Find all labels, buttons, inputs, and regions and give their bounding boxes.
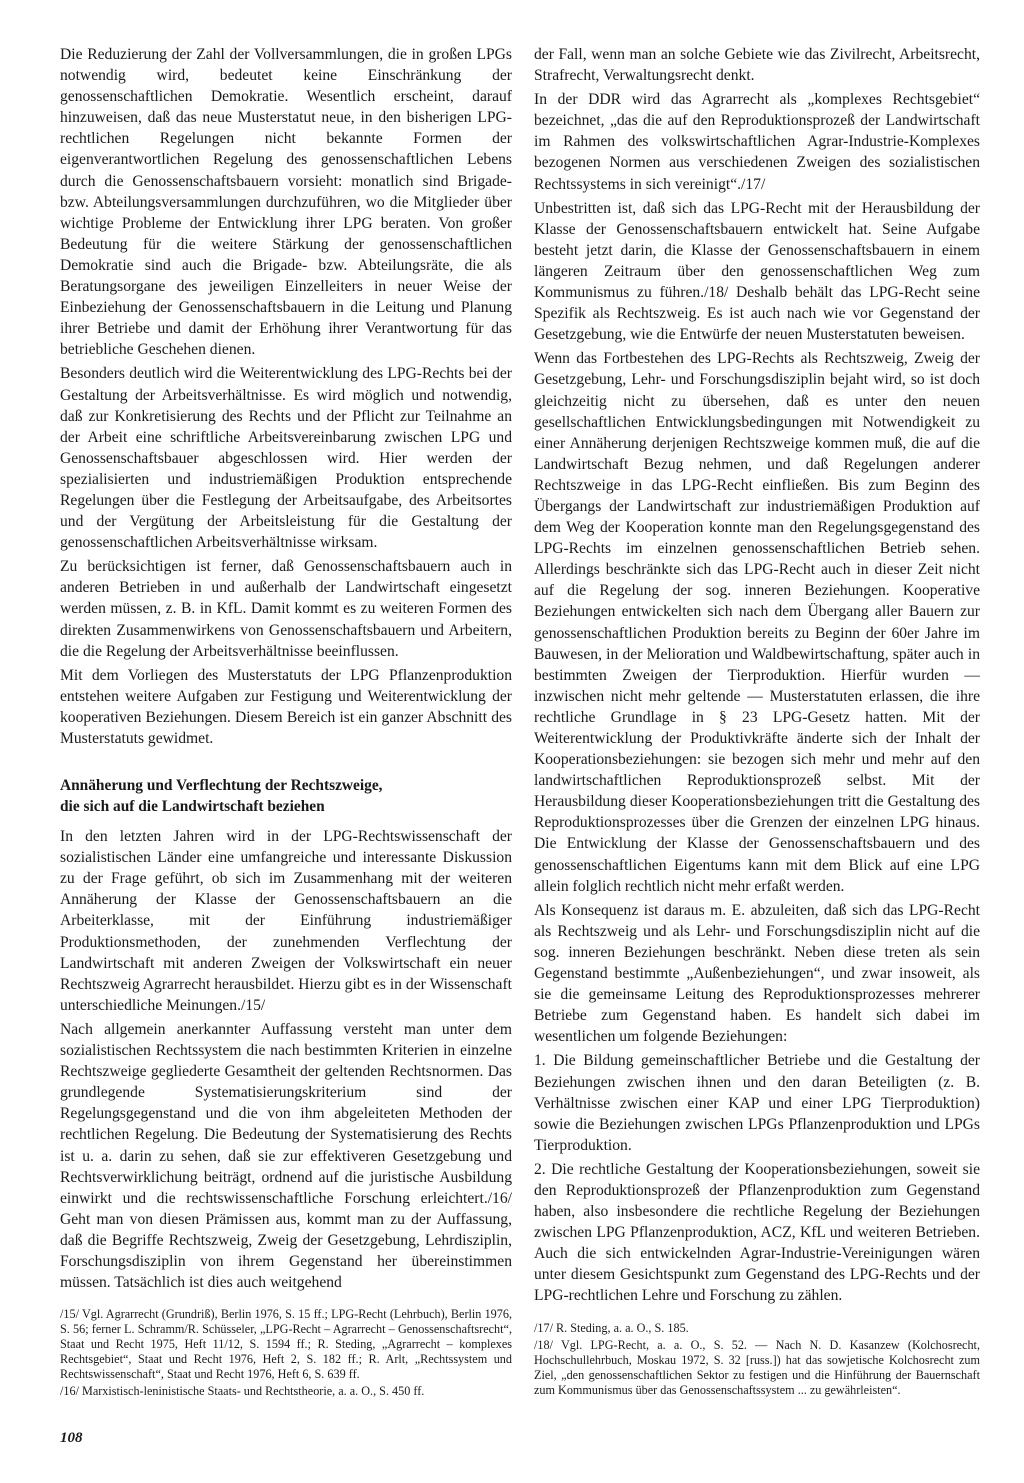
page-number: 108	[60, 1430, 83, 1446]
footnotes-left	[60, 1307, 512, 1399]
numbered-paragraph-1: 1. Die Bildung gemeinschaftlicher Betriebe und die Gestaltung der Beziehungen zwischen ihnen und den daran Beteiligten (z. B. Verhältnisse zwischen einer KAP und einer LPG Tierproduktion) sowie die Beziehungen zwischen LPGs Pflanzenproduktion und LPGs Tierproduktion.	[534, 1052, 980, 1154]
footnote-17: /17/ R. Steding, a. a. O., S. 185.	[534, 1320, 689, 1335]
section-heading-line-2: die sich auf die Landwirtschaft beziehen	[60, 798, 325, 816]
body-paragraph: Die Reduzierung der Zahl der Vollversammlungen, die in großen LPGs notwendig wird, bedeutet keine Einschränkung der genossenschaftlichen Demokratie. Wesentlich erscheint, darauf hinzuweisen, daß das neue Musterstatut neue, in den bisherigen LPG-rechtlichen Regelungen nicht bekannte Formen der eigenverantwortlichen Regelung des genossenschaftlichen Lebens durch die Genossenschaftsbauern vorsieht: monatlich sind Brigade- bzw. Abteilungsversammlungen durchzuführen, wo die Mitglieder über wichtige Probleme der Entwicklung ihrer LPG beraten. Von großer Bedeutung für die weitere Stärkung der genossenschaftlichen Demokratie sind auch die Brigade- bzw. Abteilungsräte, die als Beratungsorgane des jeweiligen Einzelleiters in neuer Weise der Einbeziehung der Genossenschaftsbauern in die Leitung und Planung ihrer Betriebe und damit der Erhöhung ihrer Verantwortung für das betriebliche Geschehen dienen.	[60, 46, 512, 359]
footnote-16: /16/ Marxistisch-leninistische Staats- und Rechtstheorie, a. a. O., S. 450 ff.	[60, 1384, 425, 1399]
body-paragraph: Mit dem Vorliegen des Musterstatuts der LPG Pflanzenproduktion entstehen weitere Aufgaben zur Festigung und Weiterentwicklung der kooperativen Beziehungen. Diesem Bereich ist ein ganzer Abschnitt des Musterstatuts gewidmet.	[60, 666, 512, 747]
body-paragraph: Zu berücksichtigen ist ferner, daß Genossenschaftsbauern auch in anderen Betrieben in und außerhalb der Landwirtschaft eingesetzt werden müssen, z. B. in KfL. Damit kommt es zu weiteren Formen des direkten Zusammenwirkens von Genossenschaftsbauern und Arbeitern, die die Regelung der Arbeitsverhältnisse beeinflussen.	[60, 558, 512, 660]
body-paragraph: In der DDR wird das Agrarrecht als „komplexes Rechtsgebiet“ bezeichnet, „das die auf den Reproduktionsprozeß der Landwirtschaft im Rahmen des volkswirtschaftlichen Agrar-Industrie-Komplexes bezogenen Normen aus verschiedenen Zweigen des sozialistischen Rechtssystems in sich vereinigt“./17/	[534, 91, 980, 193]
body-paragraph: Wenn das Fortbestehen des LPG-Rechts als Rechtszweig, Zweig der Gesetzgebung, Lehr- und Forschungsdisziplin bejaht wird, so ist doch gleichzeitig nicht zu übersehen, daß es unter den neuen gesellschaftlichen Entwicklungsbedingungen mit Notwendigkeit zu einer Annäherung derjenigen Rechtszweige kommen muß, die auf die Landwirtschaft Bezug nehmen, und daß Regelungen anderer Rechtszweige in das LPG-Recht einfließen. Bis zum Beginn des Übergangs der Landwirtschaft zur industriemäßigen Produktion auf dem Weg der Kooperation konnte man den Regelungsgegenstand des LPG-Rechts im einzelnen genossenschaftlichen Betrieb sehen. Allerdings beschränkte sich das LPG-Recht auch in dieser Zeit nicht auf die Regelung der sog. inneren Beziehungen. Kooperative Beziehungen entwickelten sich nach dem Übergang aller Bauern zur genossenschaftlichen Produktion bereits zu Beginn der 60er Jahre im Bauwesen, in der Melioration und Waldbewirtschaftung, später auch in bestimmten Zweigen der Tierproduktion. Hierfür wurden — inzwischen nicht mehr geltende — Musterstatuten erlassen, die ihre rechtliche Grundlage in § 23 LPG-Gesetz hatten. Mit der Weiterentwicklung der Produktivkräfte änderte sich der Inhalt der Kooperationsbeziehungen: sie bezogen sich mehr und mehr auf den landwirtschaftlichen Reproduktionsprozeß selbst. Mit der Herausbildung dieser Kooperationsbeziehungen tritt die Gestaltung des Reproduktionsprozesses über die Grenzen der einzelnen LPG hinaus. Die Entwicklung der Klasse der Genossenschaftsbauern und des genossenschaftlichen Eigentums kann mit dem Blick auf eine LPG allein folglich rechtlich nicht mehr erfaßt werden.	[534, 350, 980, 895]
section-heading	[60, 775, 512, 817]
left-column	[60, 44, 512, 1401]
section-heading-line-1: Annäherung und Verflechtung der Rechtszweige,	[60, 777, 383, 795]
footnote-15: /15/ Vgl. Agrarrecht (Grundriß), Berlin 1976, S. 15 ff.; LPG-Recht (Lehrbuch), Berlin 1976, S. 56; ferner L. Schramm/R. Schüsseler, „LPG-Recht – Agrarrecht – Genossenschaftsrecht“, Staat und Recht 1975, Heft 11/12, S. 1594 ff.; R. Steding, „Agrarrecht – komplexes Rechtsgebiet“, Staat und Recht 1976, Heft 2, S. 182 ff.; R. Arlt, „Rechtssystem und Rechtswissenschaft“, Staat und Recht 1976, Heft 6, S. 639 ff.	[60, 1307, 512, 1382]
body-paragraph: Als Konsequenz ist daraus m. E. abzuleiten, daß sich das LPG-Recht als Rechtszweig und als Lehr- und Forschungsdisziplin nicht auf die sog. inneren Beziehungen beschränkt. Neben diese treten als sein Gegenstand bestimmte „Außenbeziehungen“, und zwar insoweit, als sie die gemeinsame Leitung des Reproduktionsprozesses mehrerer Betriebe zum Gegenstand haben. Es handelt sich dabei im wesentlichen um folgende Beziehungen:	[534, 901, 980, 1046]
body-paragraph: Nach allgemein anerkannter Auffassung versteht man unter dem sozialistischen Rechtssystem die nach bestimmten Kriterien in einzelne Rechtszweige gegliederte Gesamtheit der geltenden Rechtsnormen. Das grundlegende Systematisierungskriterium sind der Regelungsgegenstand und die von ihm abgeleiteten Methoden der rechtlichen Regelung. Die Bedeutung der Systematisierung des Rechts ist u. a. darin zu sehen, daß sie zur effektiveren Gesetzgebung und Rechtsverwirklichung beiträgt, ordnend auf die juristische Ausbildung einwirkt und die rechtswissenschaftliche Forschung erleichtert./16/ Geht man von diesen Prämissen aus, kommt man zu der Auffassung, daß die Begriffe Rechtszweig, Zweig der Gesetzgebung, Lehrdisziplin, Forschungsdisziplin von ihrem Gegenstand her übereinstimmen müssen. Tatsächlich ist dies auch weitgehend	[60, 1020, 512, 1292]
footnotes-right	[534, 1321, 980, 1398]
numbered-paragraph-2: 2. Die rechtliche Gestaltung der Kooperationsbeziehungen, soweit sie den Reproduktionsprozeß der Pflanzenproduktion zum Gegenstand haben, also insbesondere die rechtliche Regelung der Beziehungen zwischen LPG Pflanzenproduktion, ACZ, KfL und weiteren Betrieben. Auch die sich entwickelnden Agrar-Industrie-Vereinigungen wären unter diesem Gesichtspunkt zum Gegenstand des LPG-Rechts und der LPG-rechtlichen Lehre und Forschung zu zählen.	[534, 1160, 980, 1305]
body-paragraph: Besonders deutlich wird die Weiterentwicklung des LPG-Rechts bei der Gestaltung der Arbeitsverhältnisse. Es wird möglich und notwendig, daß zur Konkretisierung des Rechts und der Pflicht zur Teilnahme an der Arbeit eine schriftliche Arbeitsvereinbarung zwischen LPG und Genossenschaftsbauer abgeschlossen wird. Hier werden der spezialisierten und industriemäßigen Produktion entsprechende Regelungen über die Festlegung der Arbeitsaufgabe, des Arbeitsortes und der Vergütung der Arbeitsleistung für die Gestaltung der genossenschaftlichen Arbeitsverhältnisse wirksam.	[60, 365, 512, 552]
body-paragraph: Unbestritten ist, daß sich das LPG-Recht mit der Herausbildung der Klasse der Genossenschaftsbauern entwickelt hat. Seine Aufgabe besteht jetzt darin, die Klasse der Genossenschaftsbauern in einem längeren Zeitraum über den genossenschaftlichen Weg zum Kommunismus zu führen./18/ Deshalb behält das LPG-Recht seine Spezifik als Rechtszweig. Es ist auch nach wie vor Gegenstand der Gesetzgebung, wie die Entwürfe der neuen Musterstatuten beweisen.	[534, 199, 980, 344]
right-column	[534, 44, 980, 1400]
body-paragraph: In den letzten Jahren wird in der LPG-Rechtswissenschaft der sozialistischen Länder eine umfangreiche und interessante Diskussion zu der Frage geführt, ob sich im Zusammenhang mit der weiteren Annäherung der Klasse der Genossenschaftsbauern an die Arbeiterklasse, mit der Einführung industriemäßiger Produktionsmethoden, der zunehmenden Verflechtung der Landwirtschaft mit anderen Zweigen der Volkswirtschaft ein neuer Rechtszweig Agrarrecht herausbildet. Hierzu gibt es in der Wissenschaft unterschiedliche Meinungen./15/	[60, 828, 512, 1014]
body-paragraph: der Fall, wenn man an solche Gebiete wie das Zivilrecht, Arbeitsrecht, Strafrecht, Verwaltungsrecht denkt.	[534, 46, 980, 85]
footnote-18: /18/ Vgl. LPG-Recht, a. a. O., S. 52. — Nach N. D. Kasanzew (Kolchosrecht, Hochschullehrbuch, Moskau 1972, S. 32 [russ.]) hat das sowjetische Kolchosrecht zum Ziel, „den genossenschaftlichen Sektor zu festigen und die Hinführung der Bauernschaft zum Kommunismus über das Genossenschaftssystem ... zu gewährleisten“.	[534, 1337, 980, 1397]
